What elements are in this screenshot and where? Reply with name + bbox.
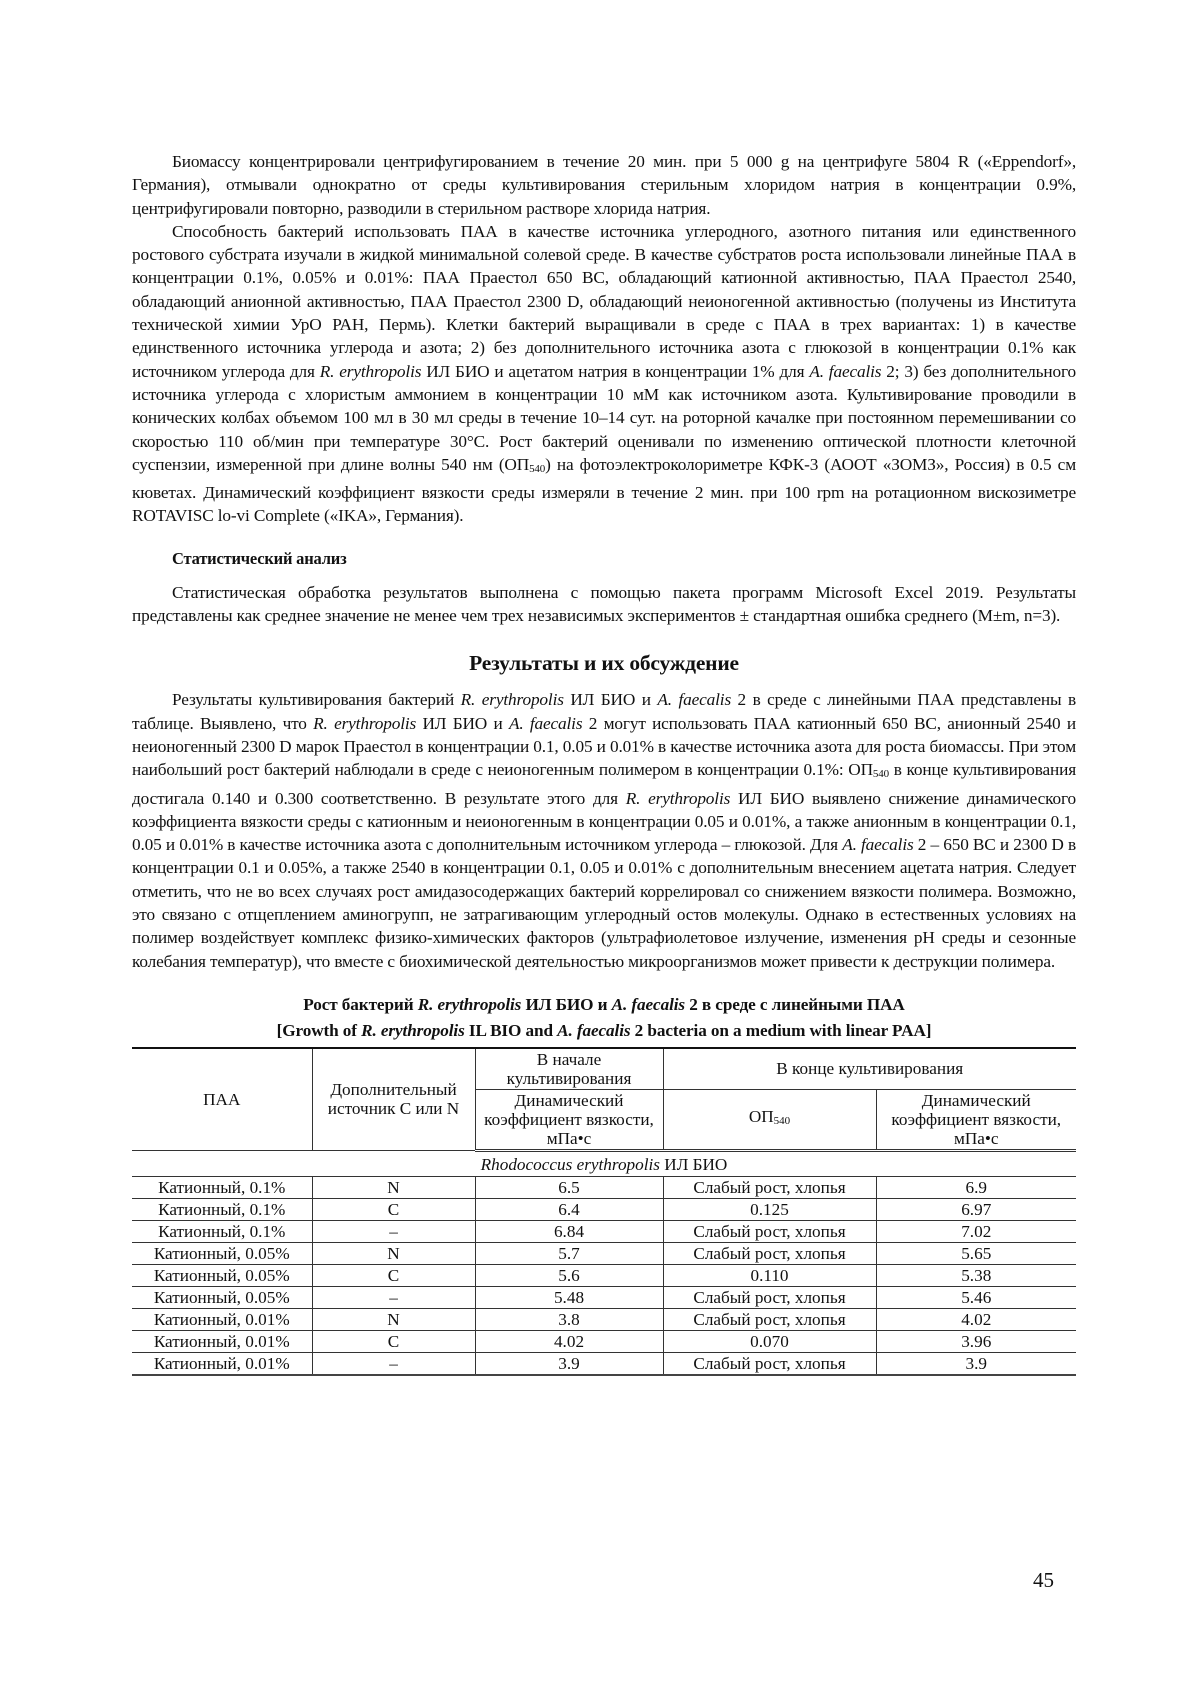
cell-op540: 0.070 <box>663 1330 876 1352</box>
cell-op540: 0.110 <box>663 1264 876 1286</box>
paragraph-centrifugation <box>132 150 1076 220</box>
cell-start-viscosity: 5.48 <box>475 1286 663 1308</box>
cell-extra-source: C <box>312 1198 475 1220</box>
text-run: [Growth of <box>276 1020 362 1040</box>
text-run: Результаты культивирования бактерий <box>172 690 461 710</box>
cell-end-viscosity: 6.97 <box>876 1198 1076 1220</box>
cell-extra-source: – <box>312 1352 475 1375</box>
text-run: Способность бактерий использовать ПАА в качестве источника углеродного, азотного питания или единственного ростового субстрата изучали в жидкой минимальной солевой среде. В качестве субстратов роста использовали линейные ПАА в концентрации 0.1%, 0.05% и 0.01%: ПАА Праестол 650 ВС, обладающий катионной активностью, ПАА Праестол 2540, обладающий анионной активностью, ПАА Праестол 2300 D, обладающий неионогенной активностью (получены из Института технической химии УрО РАН, Пермь). Клетки бактерий выращивали в среде с ПАА в трех вариантах: 1) в качестве единственного источника углерода и азота; 2) без дополнительного источника азота с глюкозой в концентрации 0.1% как источником углерода для <box>132 221 1076 381</box>
cell-end-viscosity: 4.02 <box>876 1308 1076 1330</box>
text-run: 2 могут использовать ПАА катионный 650 ВС, анионный 2540 и неионогенный 2300 D марок Праестол в концентрации 0.1, 0.05 и 0.01% в качестве источника азота для роста биомассы. При этом наибольший рост бактерий наблюдали в среде с неионогенным полимером в концентрации 0.1%: ОП <box>132 713 1076 780</box>
paragraph-growth-conditions <box>132 220 1076 528</box>
italic-term: A. faecalis <box>842 835 914 855</box>
cell-paa: Катионный, 0.01% <box>132 1308 312 1330</box>
group-row-label <box>132 1150 1076 1176</box>
table-caption-en <box>132 1018 1076 1044</box>
italic-term: R. erythropolis <box>319 361 422 381</box>
italic-term: R. erythropolis <box>361 1020 465 1040</box>
table-row <box>132 1220 1076 1242</box>
text-run: Статистическая обработка результатов выполнена с помощью пакета программ Microsoft Excel 2019. Результаты представлены как среднее значение не менее чем трех независимых экспериментов ± стандартная ошибка среднего (M±m, n=3). <box>132 582 1076 626</box>
text-run: 2 в среде с линейными ПАА <box>685 994 905 1014</box>
table-row <box>132 1264 1076 1286</box>
group-species: Rhodococcus erythropolis <box>480 1154 660 1174</box>
cell-paa: Катионный, 0.01% <box>132 1352 312 1375</box>
cell-extra-source: C <box>312 1330 475 1352</box>
paragraph-results <box>132 688 1076 973</box>
cell-op540: Слабый рост, хлопья <box>663 1352 876 1375</box>
text-run: ИЛ БИО и <box>416 713 509 733</box>
table-row <box>132 1330 1076 1352</box>
table-row <box>132 1308 1076 1330</box>
cell-paa: Катионный, 0.05% <box>132 1242 312 1264</box>
text-run: 2; 3) без дополнительного источника углерода с хлористым аммонием в концентрации 10 мМ как источником азота. Культивирование проводили в конических колбах объемом 100 мл в 30 мл среды в течение 10–14 сут. на роторной качалке при постоянном перемешивании со скоростью 110 об/мин при температуре 30°С. Рост бактерий оценивали по изменению оптической плотности клеточной суспензии, измеренной при длине волны 540 нм (ОП <box>132 361 1076 474</box>
text-run: ИЛ БИО выявлено снижение динамического коэффициента вязкости среды с катионным и неионогенным в концентрации 0.05 и 0.01%, а также анионным в концентрации 0.1, 0.05 и 0.01% в качестве источника азота с дополнительным источником углерода – глюкозой. Для <box>132 788 1076 855</box>
cell-paa: Катионный, 0.05% <box>132 1286 312 1308</box>
cell-start-viscosity: 3.8 <box>475 1308 663 1330</box>
header-extra-source: Дополнительный источник С или N <box>312 1048 475 1151</box>
cell-paa: Катионный, 0.1% <box>132 1220 312 1242</box>
header-op540 <box>663 1089 876 1150</box>
subscript: 540 <box>872 768 889 781</box>
cell-paa: Катионный, 0.01% <box>132 1330 312 1352</box>
table-header <box>132 1048 1076 1151</box>
text-run: Биомассу концентрировали центрифугированием в течение 20 мин. при 5 000 g на центрифуге 5804 R («Eppendorf», Германия), отмывали однократно от среды культивирования стерильным хлоридом натрия в концентрации 0.9%, центрифугировали повторно, разводили в стерильном растворе хлорида натрия. <box>132 152 1076 218</box>
table-row <box>132 1352 1076 1375</box>
text-run: ИЛ БИО и <box>521 994 612 1014</box>
text-run: Рост бактерий <box>303 994 418 1014</box>
italic-term: A. faecalis <box>657 690 732 710</box>
cell-extra-source: N <box>312 1176 475 1198</box>
table-caption-ru <box>132 992 1076 1018</box>
cell-paa: Катионный, 0.1% <box>132 1198 312 1220</box>
header-paa: ПАА <box>132 1048 312 1151</box>
cell-end-viscosity: 7.02 <box>876 1220 1076 1242</box>
header-start-viscosity: Динамический коэффициент вязкости, мПа•с <box>475 1089 663 1150</box>
italic-term: A. faecalis <box>809 361 882 381</box>
cell-start-viscosity: 5.7 <box>475 1242 663 1264</box>
italic-term: R. erythropolis <box>313 713 417 733</box>
cell-op540: Слабый рост, хлопья <box>663 1176 876 1198</box>
cell-end-viscosity: 5.65 <box>876 1242 1076 1264</box>
table-row <box>132 1242 1076 1264</box>
cell-op540: Слабый рост, хлопья <box>663 1308 876 1330</box>
cell-op540: Слабый рост, хлопья <box>663 1242 876 1264</box>
text-run: ИЛ БИО и <box>563 690 658 710</box>
group-strain: ИЛ БИО <box>659 1154 728 1174</box>
italic-term: A. faecalis <box>611 994 686 1014</box>
cell-op540: 0.125 <box>663 1198 876 1220</box>
italic-term: R. erythropolis <box>460 690 564 710</box>
paragraph-statistics <box>132 581 1076 628</box>
cell-op540: Слабый рост, хлопья <box>663 1220 876 1242</box>
growth-table <box>132 1047 1076 1376</box>
italic-term: A. faecalis <box>508 713 583 733</box>
cell-extra-source: N <box>312 1308 475 1330</box>
text-run: 2 в среде с линейными ПАА представлены в таблице. Выявлено, что <box>132 690 1076 733</box>
header-end-viscosity: Динамический коэффициент вязкости, мПа•с <box>876 1089 1076 1150</box>
text-run: IL BIO and <box>464 1020 558 1040</box>
text-run: ) на фотоэлектроколориметре КФК-3 (АООТ «ЗОМЗ», Россия) в 0.5 см кюветах. Динамический коэффициент вязкости среды измеряли в течение 2 мин. при 100 rpm на ротационном вискозиметре ROTAVISC lo-vi Complete («IKA», Германия). <box>132 454 1076 526</box>
cell-op540: Слабый рост, хлопья <box>663 1286 876 1308</box>
cell-end-viscosity: 5.38 <box>876 1264 1076 1286</box>
italic-term: R. erythropolis <box>625 788 731 808</box>
methods-section <box>132 150 1076 528</box>
statistics-heading: Статистический анализ <box>172 548 347 568</box>
cell-start-viscosity: 6.84 <box>475 1220 663 1242</box>
text-run: в конце культивирования достигала 0.140 и 0.300 соответственно. В результате этого для <box>132 760 1077 808</box>
header-op-subscript: 540 <box>773 1115 791 1128</box>
cell-end-viscosity: 6.9 <box>876 1176 1076 1198</box>
italic-term: A. faecalis <box>557 1020 631 1040</box>
table-body <box>132 1150 1076 1375</box>
subscript: 540 <box>529 462 546 475</box>
group-row <box>132 1150 1076 1176</box>
table-row <box>132 1198 1076 1220</box>
cell-extra-source: – <box>312 1286 475 1308</box>
page-number: 45 <box>1033 1568 1054 1592</box>
table-caption <box>132 992 1076 1044</box>
table-row <box>132 1286 1076 1308</box>
cell-start-viscosity: 6.5 <box>475 1176 663 1198</box>
cell-end-viscosity: 3.96 <box>876 1330 1076 1352</box>
page-content <box>132 150 1076 1376</box>
text-run: ИЛ БИО и ацетатом натрия в концентрации 1% для <box>421 361 810 381</box>
cell-end-viscosity: 3.9 <box>876 1352 1076 1375</box>
cell-paa: Катионный, 0.05% <box>132 1264 312 1286</box>
cell-start-viscosity: 4.02 <box>475 1330 663 1352</box>
text-run: 2 bacteria on a medium with linear PAA] <box>630 1020 932 1040</box>
italic-term: R. erythropolis <box>417 994 522 1014</box>
header-start-group: В начале культивирования <box>475 1048 663 1090</box>
cell-extra-source: C <box>312 1264 475 1286</box>
header-end-group: В конце культивирования <box>663 1048 1076 1090</box>
cell-paa: Катионный, 0.1% <box>132 1176 312 1198</box>
table-row <box>132 1176 1076 1198</box>
cell-end-viscosity: 5.46 <box>876 1286 1076 1308</box>
results-heading: Результаты и их обсуждение <box>469 651 739 676</box>
cell-start-viscosity: 6.4 <box>475 1198 663 1220</box>
cell-extra-source: N <box>312 1242 475 1264</box>
cell-extra-source: – <box>312 1220 475 1242</box>
text-run: 2 – 650 ВС и 2300 D в концентрации 0.1 и 0.05%, а также 2540 в концентрации 0.1, 0.05 и 0.01% с дополнительным внесением ацетата натрия. Следует отметить, что не во всех случаях рост амидазосодержащих бактерий коррелировал со снижением вязкости полимера. Возможно, это связано с отщеплением аминогрупп, не затрагивающим углеродный остов молекулы. Однако в естественных условиях на полимер воздействует комплекс физико-химических факторов (ультрафиолетовое излучение, изменения pH среды и сезонные колебания температур), что вместе с биохимической деятельностью микроорганизмов может привести к деструкции полимера. <box>132 835 1076 971</box>
header-op-label: ОП <box>748 1107 774 1127</box>
cell-start-viscosity: 3.9 <box>475 1352 663 1375</box>
cell-start-viscosity: 5.6 <box>475 1264 663 1286</box>
